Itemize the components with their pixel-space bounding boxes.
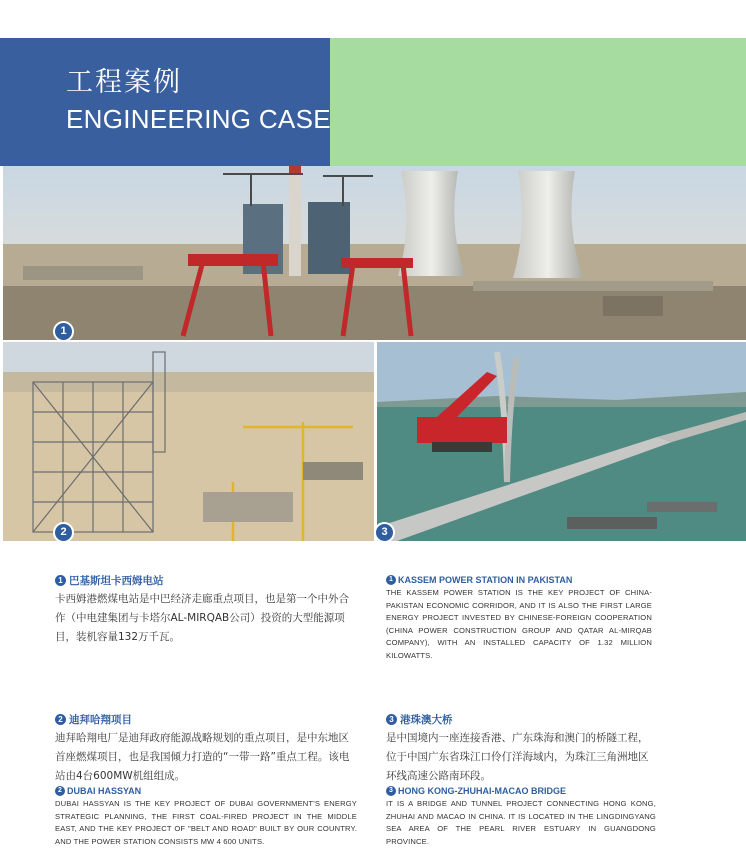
project-3-en-title: HONG KONG-ZHUHAI-MACAO BRIDGE <box>398 786 566 796</box>
photo-kassem-power-station <box>3 166 746 340</box>
page-title-cn: 工程案例 <box>66 67 182 98</box>
project-2-en <box>55 786 357 848</box>
project-2-cn-body: 迪拜哈翔电厂是迪拜政府能源战略规划的重点项目，是中东地区首座燃煤项目，也是我国倾力打造的“一带一路”重点工程。该电站由4台600MW机组组成。 <box>55 732 350 782</box>
project-1-cn-heading <box>55 573 355 588</box>
number-icon: 3 <box>386 714 397 725</box>
project-1-en-title: KASSEM POWER STATION IN PAKISTAN <box>398 575 573 585</box>
project-2-cn-title: 迪拜哈翔项目 <box>69 714 132 726</box>
header-title-block <box>0 38 330 166</box>
project-1-en-body: THE KASSEM POWER STATION IS THE KEY PROJECT OF CHINA-PAKISTAN ECONOMIC CORRIDOR, AND IT IS ALSO THE FIRST LARGE ENERGY PROJECT INVESTED BY CHINESE-FOREIGN COOPERATION (CHINA POWER CONSTRUCTION GROUP AND QATAR AL-MIRQAB COMPANY), WITH AN INSTALLED CAPACITY OF 1.32 MILLION KILOWATTS. <box>386 588 652 660</box>
project-3-en-body: IT IS A BRIDGE AND TUNNEL PROJECT CONNECTING HONG KONG, ZHUHAI AND MACAO IN CHINA. IT IS LOCATED IN THE LINGDINGYANG SEA AREA OF THE PEARL RIVER ESTUARY IN GUANGDONG PROVINCE. <box>386 799 656 846</box>
project-3-cn-title: 港珠澳大桥 <box>400 714 453 726</box>
project-2-en-heading <box>55 786 357 796</box>
number-icon: 1 <box>55 575 66 586</box>
project-2-en-title: DUBAI HASSYAN <box>67 786 142 796</box>
photo-dubai-hassyan <box>3 342 374 541</box>
project-1-en <box>386 575 652 662</box>
photo-badge-3: 3 <box>374 522 395 543</box>
header-accent-block <box>330 38 746 166</box>
photo-hzm-bridge <box>377 342 746 541</box>
photo-badge-2: 2 <box>53 522 74 543</box>
number-icon: 2 <box>55 714 66 725</box>
number-icon: 3 <box>386 786 396 796</box>
project-2-cn <box>55 712 355 786</box>
project-1-en-heading <box>386 575 652 585</box>
project-3-en-heading <box>386 786 656 796</box>
project-1-cn <box>55 573 355 647</box>
number-icon: 2 <box>55 786 65 796</box>
project-3-en <box>386 786 656 848</box>
project-1-cn-body: 卡西姆港燃煤电站是中巴经济走廊重点项目，也是第一个中外合作（中电建集团与卡塔尔AL-MIRQAB公司）投资的大型能源项目，装机容量132万千瓦。 <box>55 593 349 643</box>
project-3-cn <box>386 712 656 786</box>
project-2-en-body: DUBAI HASSYAN IS THE KEY PROJECT OF DUBAI GOVERNMENT'S ENERGY STRATEGIC PLANNING, THE FIRST COAL-FIRED PROJECT IN THE MIDDLE EAST, AND THE KEY PROJECT OF "BELT AND ROAD" BUILT BY OUR COUNTRY. AND THE POWER STATION CONSISTS MW 4 600 UNITS. <box>55 799 357 846</box>
page-title-en: ENGINEERING CASE <box>66 104 331 134</box>
project-2-cn-heading <box>55 712 355 727</box>
number-icon: 1 <box>386 575 396 585</box>
project-3-cn-heading <box>386 712 656 727</box>
project-1-cn-title: 巴基斯坦卡西姆电站 <box>69 575 164 587</box>
project-3-cn-body: 是中国境内一座连接香港、广东珠海和澳门的桥隧工程，位于中国广东省珠江口伶仃洋海域内，为珠江三角洲地区环线高速公路南环段。 <box>386 732 649 782</box>
photo-badge-1: 1 <box>53 321 74 342</box>
